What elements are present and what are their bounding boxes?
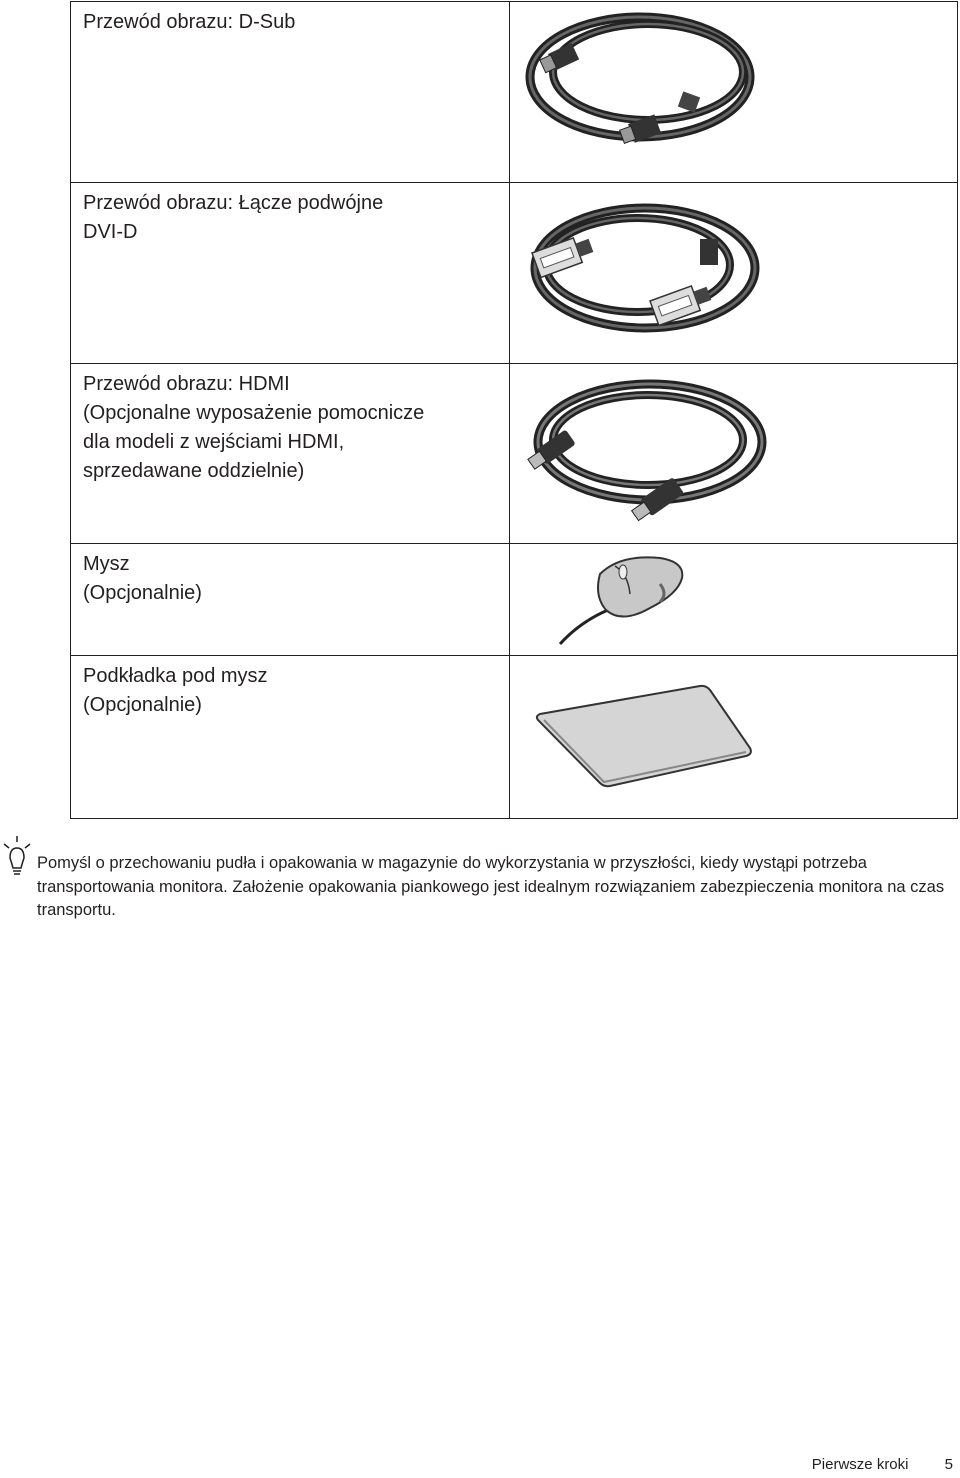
- label-line: (Opcjonalnie): [83, 694, 202, 716]
- row-image: [510, 656, 958, 819]
- label-line: Przewód obrazu: Łącze podwójne: [83, 192, 384, 214]
- hdmi-cable-icon: [510, 364, 957, 542]
- table-row: [71, 364, 958, 544]
- label-line: Przewód obrazu: D-Sub: [83, 11, 296, 33]
- row-label: [71, 656, 510, 819]
- dsub-cable-icon: [510, 2, 957, 181]
- footer-section: Pierwsze kroki: [811, 1456, 909, 1473]
- tip-text: Pomyśl o przechowaniu pudła i opakowania w magazynie do wykorzystania w przyszłości, kiedy wystąpi potrzeba transportowania monitora. Założenie opakowania piankowego jest idealnym rozwiązaniem zabezpieczenia monitora na czas transportu.: [37, 854, 945, 919]
- mouse-icon: [510, 544, 957, 654]
- row-label: [71, 544, 510, 656]
- row-image: [510, 2, 958, 183]
- label-line: (Opcjonalnie): [83, 582, 202, 604]
- row-label: [71, 364, 510, 544]
- row-label: [71, 2, 510, 183]
- label-line: sprzedawane oddzielnie): [83, 460, 305, 482]
- row-image: [510, 183, 958, 364]
- page-number: 5: [944, 1456, 953, 1473]
- label-line: dla modeli z wejściami HDMI,: [83, 431, 345, 453]
- table-row: [71, 183, 958, 364]
- label-line: Podkładka pod mysz: [83, 665, 268, 687]
- mousepad-icon: [510, 656, 957, 817]
- row-label: [71, 183, 510, 364]
- table-row: [71, 544, 958, 656]
- table-row: [71, 656, 958, 819]
- label-line: DVI-D: [83, 221, 138, 243]
- label-line: Przewód obrazu: HDMI: [83, 373, 290, 395]
- label-line: (Opcjonalne wyposażenie pomocnicze: [83, 402, 425, 424]
- table-row: [71, 2, 958, 183]
- row-image: [510, 544, 958, 656]
- accessories-table: [70, 1, 958, 819]
- label-line: Mysz: [83, 553, 130, 575]
- row-image: [510, 364, 958, 544]
- dvi-cable-icon: [510, 183, 957, 362]
- page-footer: [812, 1456, 953, 1473]
- lightbulb-icon: [2, 834, 32, 883]
